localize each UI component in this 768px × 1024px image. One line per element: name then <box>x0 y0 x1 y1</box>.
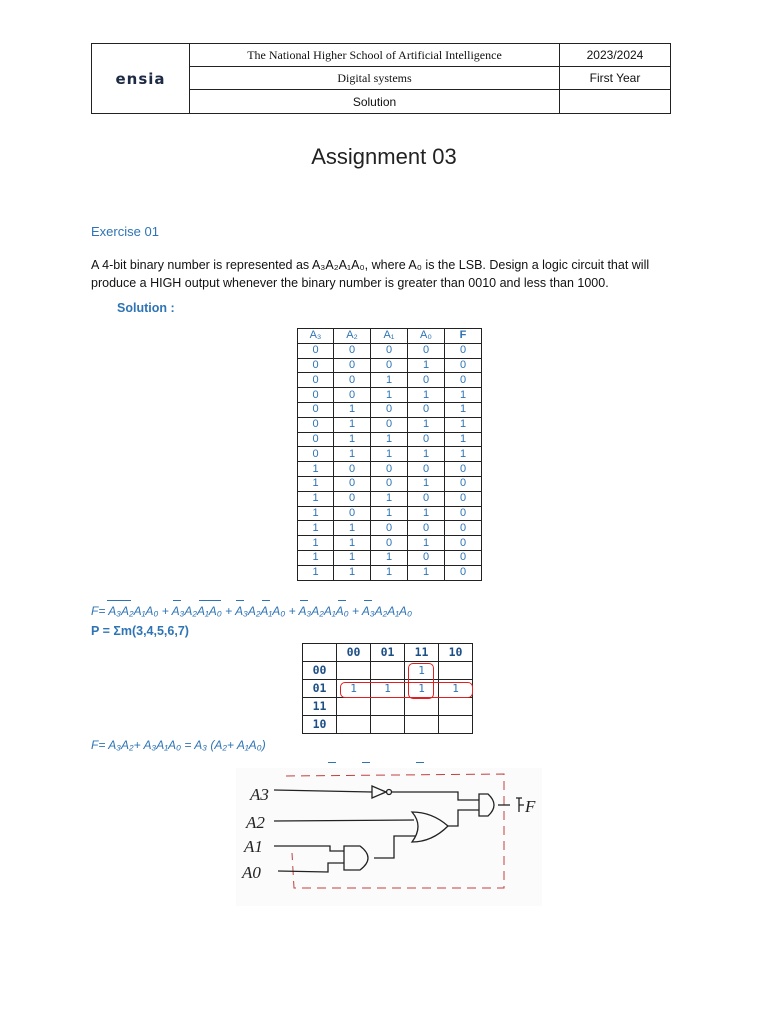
kmap-cell: 1 <box>405 680 439 698</box>
overbar <box>338 600 346 601</box>
truth-table-cell: 1 <box>445 417 482 432</box>
overbar <box>199 600 221 601</box>
kmap-col-header: 00 <box>337 644 371 662</box>
truth-table-cell: 1 <box>298 521 334 536</box>
truth-table-cell: 0 <box>445 462 482 477</box>
truth-table-cell: 0 <box>298 373 334 388</box>
kmap-cell <box>439 662 473 680</box>
truth-table-row <box>298 506 482 521</box>
truth-table-cell: 0 <box>445 358 482 373</box>
truth-table-header-row <box>298 329 482 344</box>
kmap-cell <box>405 698 439 716</box>
truth-table-cell: 0 <box>334 373 371 388</box>
truth-table-cell: 1 <box>298 506 334 521</box>
truth-table-cell: 1 <box>298 536 334 551</box>
truth-table-cell: 1 <box>408 536 445 551</box>
circuit-labels <box>241 785 536 882</box>
document-header <box>91 43 671 114</box>
truth-table-cell: 1 <box>408 388 445 403</box>
kmap-cell <box>337 716 371 734</box>
overbar <box>107 600 131 601</box>
truth-table-cell: 1 <box>445 402 482 417</box>
truth-table-cell: 0 <box>408 373 445 388</box>
truth-table-cell: 0 <box>445 343 482 358</box>
f-sum-expression: F= A₃A₂A₁A₀ + A₃A₂A₁A₀ + A₃A₂A₁A₀ + A₃A₂A₁A₀ + A₃A₂A₁A₀ <box>91 604 413 618</box>
empty-cell <box>560 90 670 113</box>
truth-table-cell: 0 <box>334 462 371 477</box>
truth-table-cell: 0 <box>445 536 482 551</box>
truth-table-row <box>298 521 482 536</box>
truth-table-cell: 0 <box>298 343 334 358</box>
circuit-wires <box>274 786 524 872</box>
kmap-cell: 1 <box>405 662 439 680</box>
col-header-a0: A₀ <box>408 329 445 344</box>
truth-table-cell: 0 <box>298 417 334 432</box>
truth-table-cell: 1 <box>334 550 371 565</box>
overbar <box>236 600 244 601</box>
truth-table-row <box>298 358 482 373</box>
truth-table-cell: 1 <box>334 402 371 417</box>
overbar <box>328 762 336 763</box>
kmap-cell <box>371 716 405 734</box>
truth-table-row <box>298 565 482 580</box>
truth-table-cell: 0 <box>371 358 408 373</box>
truth-table-cell: 0 <box>334 343 371 358</box>
truth-table-cell: 0 <box>408 491 445 506</box>
truth-table-cell: 0 <box>334 358 371 373</box>
truth-table-row <box>298 373 482 388</box>
truth-table-cell: 0 <box>408 550 445 565</box>
kmap-row <box>303 698 473 716</box>
truth-table-cell: 0 <box>445 506 482 521</box>
truth-table-body <box>298 343 482 580</box>
input-label-a2: A2 <box>246 813 265 832</box>
output-label-f: F <box>525 797 536 816</box>
truth-table-cell: 0 <box>334 491 371 506</box>
solution-label: Solution : <box>117 301 175 315</box>
truth-table-cell: 1 <box>371 373 408 388</box>
kmap-cell: 1 <box>439 680 473 698</box>
kmap-cell <box>337 662 371 680</box>
logo-cell <box>92 44 190 113</box>
truth-table-row <box>298 536 482 551</box>
truth-table <box>297 328 482 581</box>
truth-table-cell: 0 <box>371 343 408 358</box>
kmap-cell <box>439 716 473 734</box>
truth-table-cell: 1 <box>371 506 408 521</box>
truth-table-cell: 0 <box>371 476 408 491</box>
truth-table-cell: 0 <box>334 506 371 521</box>
and-gate-lower <box>344 846 368 870</box>
logic-circuit-drawing <box>236 768 542 906</box>
academic-year: 2023/2024 <box>560 44 670 67</box>
truth-table-cell: 0 <box>445 550 482 565</box>
kmap-cell: 1 <box>337 680 371 698</box>
truth-table-row <box>298 462 482 477</box>
study-level: First Year <box>560 67 670 90</box>
truth-table-cell: 1 <box>408 506 445 521</box>
kmap-row <box>303 716 473 734</box>
kmap-row-header: 10 <box>303 716 337 734</box>
truth-table-cell: 1 <box>298 462 334 477</box>
truth-table-cell: 1 <box>371 432 408 447</box>
truth-table-row <box>298 343 482 358</box>
truth-table-cell: 0 <box>371 402 408 417</box>
page-title: Assignment 03 <box>311 144 457 169</box>
truth-table-cell: 1 <box>408 565 445 580</box>
kmap-row <box>303 662 473 680</box>
overbar <box>173 600 181 601</box>
truth-table-cell: 1 <box>371 447 408 462</box>
truth-table-cell: 0 <box>298 388 334 403</box>
truth-table-cell: 1 <box>371 565 408 580</box>
truth-table-cell: 1 <box>408 447 445 462</box>
kmap-col-header: 10 <box>439 644 473 662</box>
statement-line-1: A 4-bit binary number is represented as A₃A₂A₁A₀, where A₀ is the LSB. Design a logic circuit that will <box>91 258 650 272</box>
or-gate <box>412 812 448 842</box>
kmap-cell <box>371 698 405 716</box>
truth-table-cell: 0 <box>298 432 334 447</box>
truth-table-cell: 0 <box>408 432 445 447</box>
truth-table-cell: 1 <box>298 491 334 506</box>
col-header-f: F <box>445 329 482 344</box>
truth-table-cell: 0 <box>408 402 445 417</box>
truth-table-row <box>298 447 482 462</box>
overbar <box>300 600 308 601</box>
exercise-heading: Exercise 01 <box>91 224 159 239</box>
truth-table-cell: 0 <box>334 388 371 403</box>
truth-table-cell: 0 <box>408 343 445 358</box>
kmap-row-header: 11 <box>303 698 337 716</box>
truth-table-row <box>298 417 482 432</box>
truth-table-cell: 0 <box>408 462 445 477</box>
truth-table-cell: 0 <box>445 373 482 388</box>
ensia-logo: ensia <box>115 69 166 88</box>
truth-table-row <box>298 491 482 506</box>
truth-table-row <box>298 388 482 403</box>
kmap-col-header: 11 <box>405 644 439 662</box>
truth-table-cell: 1 <box>408 417 445 432</box>
truth-table-cell: 1 <box>408 476 445 491</box>
truth-table-cell: 1 <box>371 388 408 403</box>
overbar <box>416 762 424 763</box>
kmap-group-row <box>340 682 473 698</box>
kmap-col-header: 01 <box>371 644 405 662</box>
truth-table-cell: 1 <box>371 550 408 565</box>
truth-table-cell: 1 <box>298 476 334 491</box>
kmap-cell: 1 <box>371 680 405 698</box>
document-type: Solution <box>190 90 560 113</box>
truth-table-cell: 1 <box>445 388 482 403</box>
overbar <box>364 600 372 601</box>
truth-table-cell: 0 <box>445 491 482 506</box>
kmap-cell <box>337 698 371 716</box>
kmap-row-header: 00 <box>303 662 337 680</box>
truth-table-row <box>298 550 482 565</box>
col-header-a1: A₁ <box>371 329 408 344</box>
truth-table-row <box>298 476 482 491</box>
truth-table-cell: 0 <box>371 536 408 551</box>
truth-table-row <box>298 402 482 417</box>
truth-table-cell: 0 <box>298 447 334 462</box>
truth-table-cell: 1 <box>371 491 408 506</box>
truth-table-cell: 1 <box>334 536 371 551</box>
truth-table-cell: 1 <box>298 565 334 580</box>
kmap-cell <box>371 662 405 680</box>
truth-table-cell: 1 <box>445 447 482 462</box>
truth-table-cell: 1 <box>334 417 371 432</box>
input-label-a3: A3 <box>250 785 269 804</box>
input-label-a1: A1 <box>244 837 263 856</box>
input-label-a0: A0 <box>242 863 261 882</box>
truth-table-cell: 0 <box>334 476 371 491</box>
p-minterms: P = Σm(3,4,5,6,7) <box>91 624 189 638</box>
course-name: Digital systems <box>190 67 560 90</box>
truth-table-cell: 0 <box>371 521 408 536</box>
f-simplified-text: F= A₃A₂+ A₃A₁A₀ = A₃ (A₂+ A₁A₀) <box>91 738 266 752</box>
col-header-a3: A₃ <box>298 329 334 344</box>
kmap-cell <box>439 698 473 716</box>
kmap-header-row <box>303 644 473 662</box>
truth-table-cell: 1 <box>334 432 371 447</box>
truth-table-cell: 1 <box>445 432 482 447</box>
statement-line-2: produce a HIGH output whenever the binary number is greater than 0010 and less than 1000. <box>91 276 609 290</box>
kmap-row-header: 01 <box>303 680 337 698</box>
col-header-a2: A₂ <box>334 329 371 344</box>
overbar <box>362 762 370 763</box>
and-gate-output <box>479 794 494 816</box>
kmap-corner <box>303 644 337 662</box>
exercise-statement <box>91 256 681 292</box>
truth-table-cell: 0 <box>445 521 482 536</box>
truth-table-cell: 1 <box>334 521 371 536</box>
overbar <box>262 600 270 601</box>
truth-table-cell: 1 <box>334 565 371 580</box>
truth-table-row <box>298 432 482 447</box>
truth-table-cell: 0 <box>408 521 445 536</box>
truth-table-cell: 0 <box>298 358 334 373</box>
truth-table-cell: 0 <box>445 565 482 580</box>
f-simplified-expression <box>91 738 266 752</box>
not-gate <box>372 786 386 798</box>
truth-table-cell: 0 <box>371 417 408 432</box>
truth-table-cell: 0 <box>371 462 408 477</box>
truth-table-cell: 0 <box>445 476 482 491</box>
kmap-cell <box>405 716 439 734</box>
truth-table-cell: 1 <box>298 550 334 565</box>
school-name: The National Higher School of Artificial Intelligence <box>190 44 560 67</box>
truth-table-cell: 0 <box>298 402 334 417</box>
truth-table-cell: 1 <box>408 358 445 373</box>
circuit-svg <box>236 768 542 906</box>
truth-table-cell: 1 <box>334 447 371 462</box>
